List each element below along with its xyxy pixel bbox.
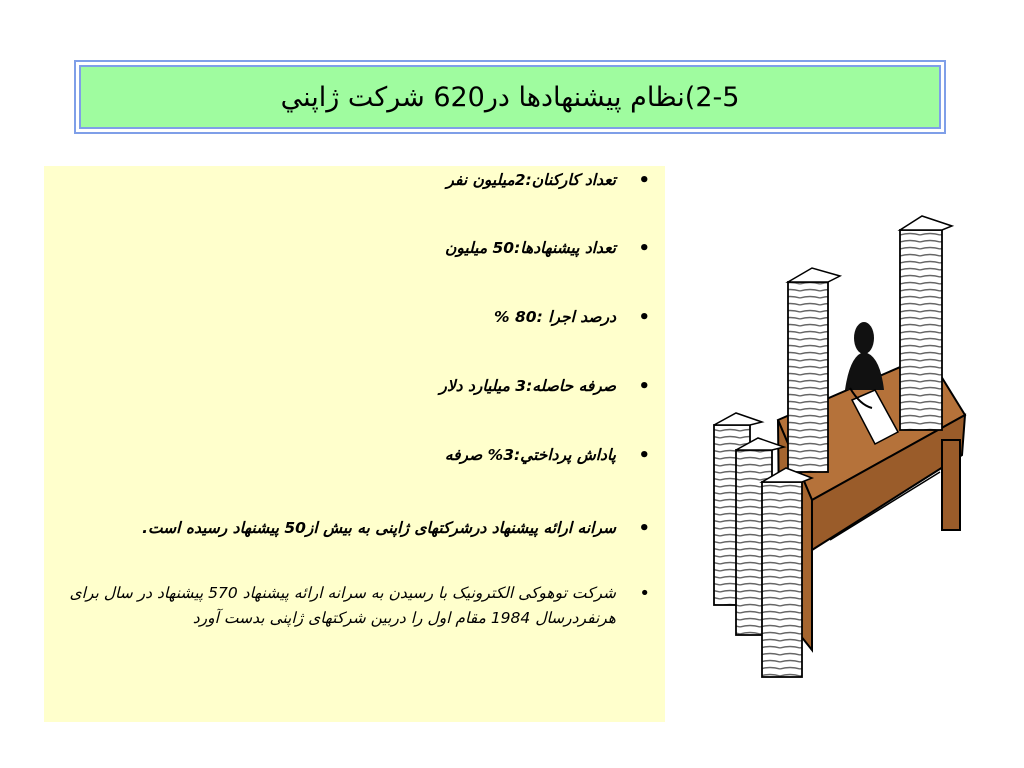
bullet-item xyxy=(60,305,658,330)
bullet-item xyxy=(60,168,658,193)
bullet-text: شرکت توهوکی الکترونیک با رسیدن به سرانه ارائه پیشنهاد 570 پیشنهاد در سال برای هرنفردرسال 1984 مقام اول را دربین شرکتهای ژاپنی بدست آورد xyxy=(69,584,616,627)
title-box xyxy=(74,60,946,134)
bullet-text: سرانه ارائه پیشنهاد درشرکتهای ژاپنی به بیش از50 پیشنهاد رسیده است. xyxy=(142,519,616,537)
bullet-item xyxy=(60,374,658,399)
paper-stack xyxy=(900,230,942,430)
slide-title: 2-5)نظام پيشنهادها در620 شركت ژاپني xyxy=(280,81,740,113)
bullet-dot: • xyxy=(638,518,650,539)
desk-leg xyxy=(942,440,960,530)
bullet-text: صرفه حاصله:3 میلیارد دلار xyxy=(439,377,616,395)
paper-stack xyxy=(788,282,828,472)
person-body xyxy=(845,352,884,390)
bullet-dot: • xyxy=(638,170,650,191)
bullet-dot: • xyxy=(638,307,650,328)
bullet-item xyxy=(60,581,658,631)
bullet-item xyxy=(60,236,658,261)
bullet-item xyxy=(60,516,658,541)
bullet-dot: • xyxy=(638,445,650,466)
bullet-dot: • xyxy=(638,376,650,397)
bullet-dot: • xyxy=(638,238,650,259)
bullet-item xyxy=(60,443,658,468)
bullet-list xyxy=(60,168,658,631)
bullet-dot: • xyxy=(639,583,650,604)
person-head xyxy=(854,322,874,354)
bullet-text: تعداد کارکنان:2میلیون نفر xyxy=(446,171,616,189)
paper-stack xyxy=(762,482,802,677)
bullet-text: درصد اجرا :80 % xyxy=(494,308,616,326)
bullet-text: پاداش پرداختي:3% صرفه xyxy=(444,446,616,464)
bullet-text: تعداد پیشنهادها:50 میلیون xyxy=(444,239,616,257)
desk-with-paper-stacks-icon xyxy=(700,210,970,690)
